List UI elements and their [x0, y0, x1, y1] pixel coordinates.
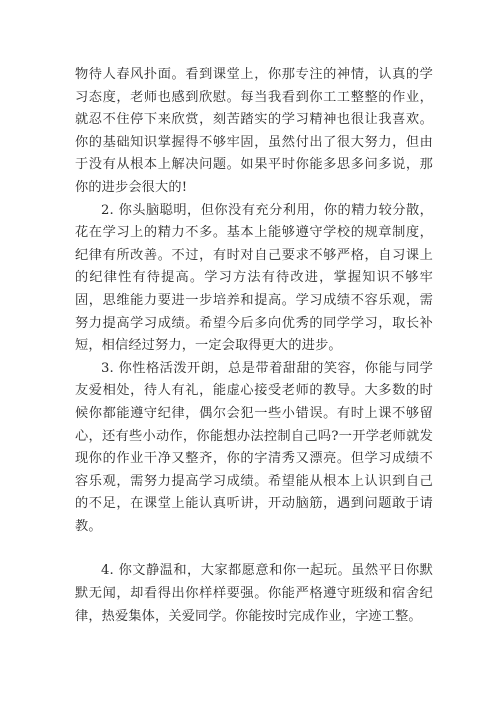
- document-body: [75, 64, 433, 628]
- paragraph-spacer: [75, 538, 433, 560]
- paragraph-continued: 物待人春风扑面。看到课堂上，你那专注的神情，认真的学习态度，老师也感到欣慰。每当我看到你工工整整的作业，就忍不住停下来欣赏，刻苦踏实的学习精神也很让我喜欢。你的基础知识掌握得不够牢固，虽然付出了很大努力，但由于没有从根本上解决问题。如果平时你能多思多问多说，那你的进步会很大的!: [75, 67, 433, 195]
- paragraph-item-4: 4. 你文静温和，大家都愿意和你一起玩。虽然平日你默默无闻，却看得出你样样要强。你能严格遵守班级和宿舍纪律，热爱集体，关爱同学。你能按时完成作业，字迹工整。: [75, 563, 433, 624]
- paragraph-item-2: 2. 你头脑聪明，但你没有充分利用，你的精力较分散，花在学习上的精力不多。基本上能够遵守学校的规章制度，纪律有所改善。不过，有时对自己要求不够严格，自习课上的纪律性有待提高。学习方法有待改进，掌握知识不够牢固，思维能力要进一步培养和提高。学习成绩不容乐观，需努力提高学习成绩。希望今后多向优秀的同学学习，取长补短，相信经过努力，一定会取得更大的进步。: [75, 202, 433, 354]
- paragraph-item-3: 3. 你性格活泼开朗，总是带着甜甜的笑容，你能与同学友爱相处，待人有礼，能虚心接受老师的教导。大多数的时候你都能遵守纪律，偶尔会犯一些小错误。有时上课不够留心，还有些小动作，你能想办法控制自己吗?一开学老师就发现你的作业干净又整齐，你的字清秀又漂亮。但学习成绩不容乐观，需努力提高学习成绩。希望能从根本上认识到自己的不足，在课堂上能认真听讲，开动脑筋，遇到问题敢于请教。: [75, 360, 433, 534]
